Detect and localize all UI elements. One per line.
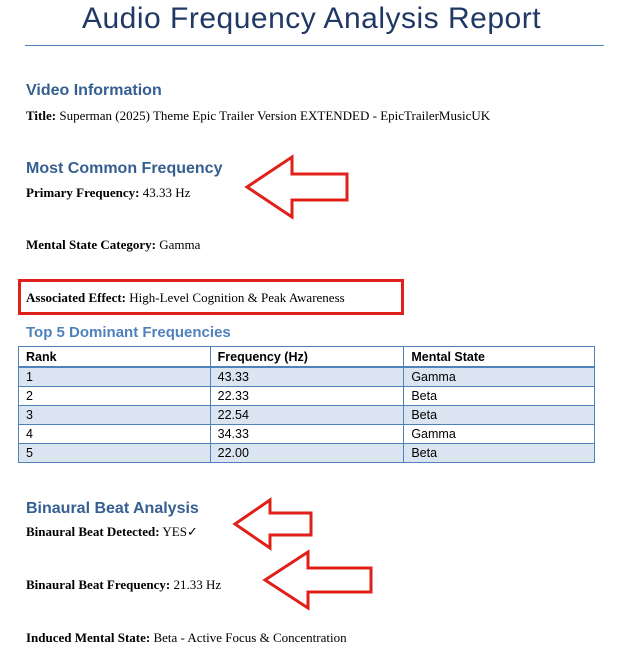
video-title-value: Superman (2025) Theme Epic Trailer Version EXTENDED - EpicTrailerMusicUK (59, 108, 491, 123)
common-frequency-heading: Most Common Frequency (26, 160, 223, 177)
cell-mental-state: Beta (404, 444, 595, 463)
table-row (19, 444, 595, 463)
cell-frequency: 34.33 (210, 425, 404, 444)
cell-frequency: 22.54 (210, 406, 404, 425)
video-title-label: Title: (26, 108, 57, 123)
table-row (19, 406, 595, 425)
binaural-detected-line (26, 524, 198, 540)
check-icon: ✓ (186, 524, 198, 539)
primary-frequency-value: 43.33 Hz (142, 185, 191, 200)
report-title: Audio Frequency Analysis Report (81, 2, 542, 35)
primary-frequency-label: Primary Frequency: (26, 185, 140, 200)
cell-frequency: 22.33 (210, 387, 404, 406)
cell-rank: 1 (19, 367, 211, 387)
associated-effect-label: Associated Effect: (26, 290, 126, 305)
primary-frequency-line (26, 185, 190, 201)
cell-mental-state: Gamma (404, 425, 595, 444)
top5-table (18, 346, 595, 463)
table-row (19, 367, 595, 387)
binaural-detected-value: YES (162, 524, 187, 539)
binaural-frequency-label: Binaural Beat Frequency: (26, 577, 171, 592)
video-title-line (26, 108, 490, 124)
table-header-row (19, 347, 595, 368)
binaural-frequency-value: 21.33 Hz (173, 577, 222, 592)
table-row (19, 425, 595, 444)
associated-effect-line (26, 290, 345, 306)
cell-frequency: 22.00 (210, 444, 404, 463)
col-header-rank: Rank (19, 347, 211, 368)
cell-mental-state: Gamma (404, 367, 595, 387)
title-divider (25, 45, 604, 46)
mental-state-label: Mental State Category: (26, 237, 156, 252)
binaural-heading: Binaural Beat Analysis (26, 500, 199, 517)
cell-mental-state: Beta (404, 387, 595, 406)
col-header-mental-state: Mental State (404, 347, 595, 368)
top5-heading: Top 5 Dominant Frequencies (26, 324, 231, 341)
induced-state-line (26, 630, 347, 646)
cell-rank: 3 (19, 406, 211, 425)
col-header-frequency: Frequency (Hz) (210, 347, 404, 368)
binaural-detected-label: Binaural Beat Detected: (26, 524, 160, 539)
cell-rank: 5 (19, 444, 211, 463)
associated-effect-value: High-Level Cognition & Peak Awareness (129, 290, 345, 305)
cell-rank: 2 (19, 387, 211, 406)
induced-state-value: Beta - Active Focus & Concentration (153, 630, 347, 645)
video-info-heading: Video Information (26, 82, 162, 99)
arrow-left-icon (244, 154, 350, 220)
arrow-left-icon (262, 549, 374, 611)
arrow-left-icon (232, 497, 314, 551)
mental-state-value: Gamma (159, 237, 201, 252)
induced-state-label: Induced Mental State: (26, 630, 151, 645)
mental-state-line (26, 237, 200, 253)
cell-mental-state: Beta (404, 406, 595, 425)
table-row (19, 387, 595, 406)
binaural-frequency-line (26, 577, 221, 593)
cell-frequency: 43.33 (210, 367, 404, 387)
cell-rank: 4 (19, 425, 211, 444)
